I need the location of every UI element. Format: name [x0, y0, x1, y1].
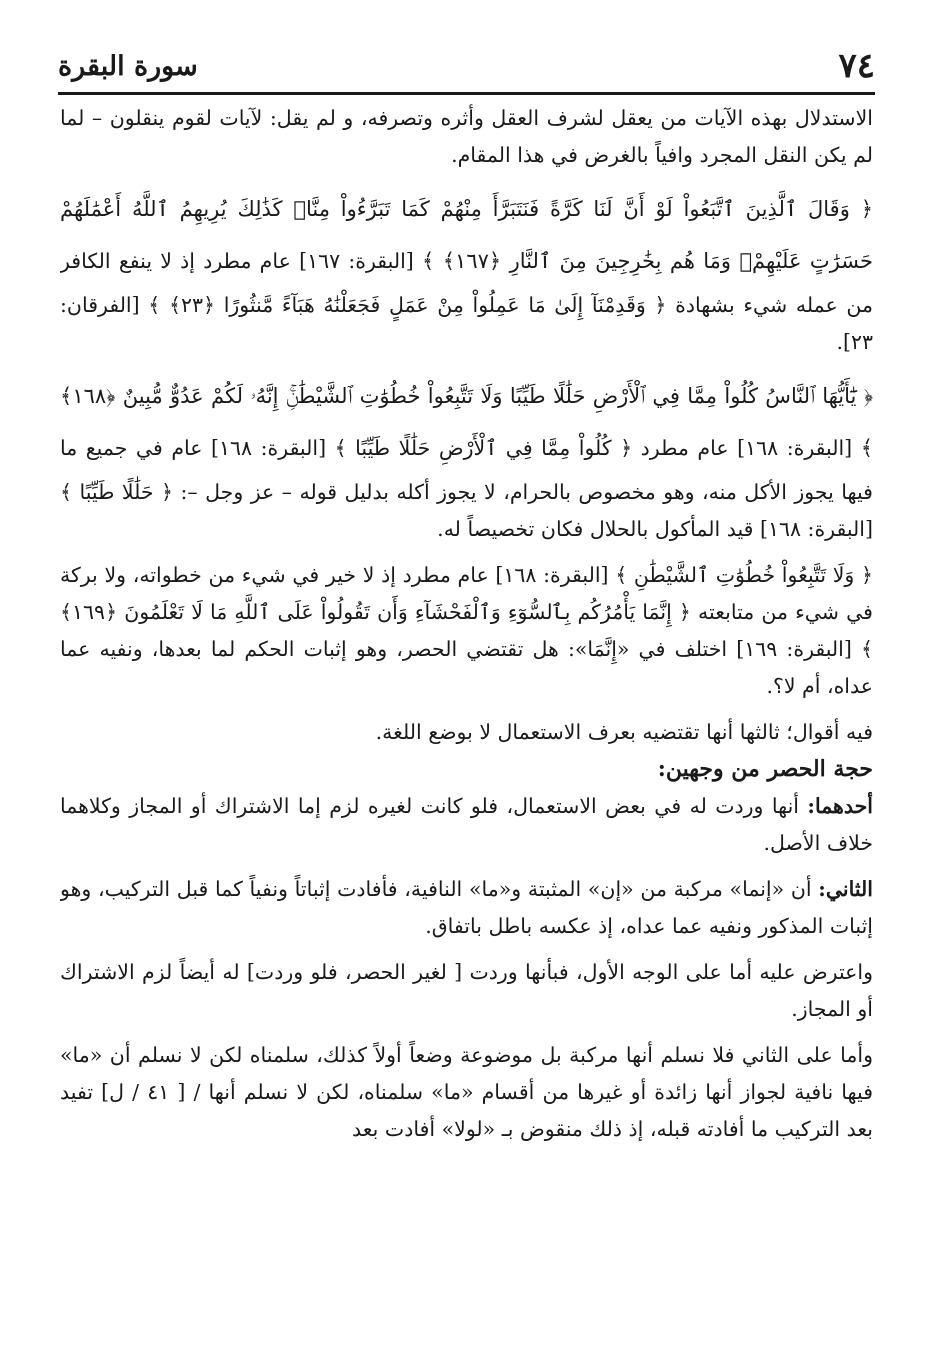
- paragraph-1: [60, 100, 873, 174]
- section-heading: حجة الحصر من وجهين:: [657, 756, 873, 782]
- paragraph-2: [60, 183, 873, 361]
- paragraph-4: [60, 557, 873, 705]
- paragraph-text: أنها وردت له في بعض الاستعمال، فلو كانت لغيره لزم إما الاشتراك أو المجاز وكلاهما خلاف الأصل.: [60, 794, 873, 855]
- paragraph-text: الاستدلال بهذه الآيات من يعقل لشرف العقل وأثره وتصرفه، و لم يقل: لآيات لقوم ينقلون – لما لم يكن النقل المجرد وافياً بالغرض في هذا المقام.: [60, 106, 873, 167]
- paragraph-5: [60, 714, 873, 751]
- paragraph-text: وأما على الثاني فلا نسلم أنها مركبة بل موضوعة وضعاً أولاً كذلك، سلمناه لكن لا نسلم أن «ما» فيها نافية لجواز أنها زائدة أو غيرها من أقسام «ما» سلمناه، لكن لا نسلم أنها / [ ٤١ / ل] تفيد بعد التركيب ما أفادته قبله، إذ ذلك منقوض بـ «لولا» أفادت بعد: [60, 1043, 873, 1141]
- paragraph-text: واعترض عليه أما على الوجه الأول، فبأنها وردت [ لغير الحصر، فلو وردت] له أيضاً لزم الاشتراك أو المجاز.: [60, 960, 873, 1021]
- page-body: [60, 100, 873, 1330]
- paragraph-3: [60, 370, 873, 548]
- paragraph-8: [60, 954, 873, 1028]
- paragraph-text: ﴿ وَلَا تَتَّبِعُواْ خُطُوَٰتِ ٱلشَّيْطَٰنِ ﴾ [البقرة: ١٦٨] عام مطرد إذ لا خير في شيء من خطواته، ولا بركة في شيء من متابعته ﴿ إِنَّمَا يَأْمُرُكُم بِٱلسُّوٓءِ وَٱلْفَحْشَآءِ وَأَن تَقُولُواْ عَلَى ٱللَّهِ مَا لَا تَعْلَمُونَ ﴿١٦٩﴾ ﴾ [البقرة: ١٦٩] اختلف في «إِنَّمَا»: هل تقتضي الحصر، وهو إثبات الحكم لما بعدها، ونفيه عما عداه، أم لا؟.: [60, 563, 873, 698]
- paragraph-label: الثاني:: [818, 877, 873, 901]
- paragraph-6: [60, 788, 873, 862]
- paragraph-label: أحدهما:: [807, 794, 873, 818]
- paragraph-7: [60, 871, 873, 945]
- quran-verse: ﴿ وَقَالَ ٱلَّذِينَ ٱتَّبَعُواْ لَوْ أَنَّ لَنَا كَرَّةً فَنَتَبَرَّأَ مِنْهُمْ كَمَا تَبَرَّءُواْ مِنَّاۗ كَذَٰلِكَ يُرِيهِمُ ٱللَّهُ أَعْمَٰلَهُمْ حَسَرَٰتٍ عَلَيْهِمْۖ وَمَا هُم بِخَٰرِجِينَ مِنَ ٱلنَّارِ ﴿١٦٧﴾ ﴾: [60, 197, 873, 273]
- paragraph-text: [البقرة: ١٦٨] عام مطرد ﴿ كُلُواْ مِمَّا فِي ٱلْأَرْضِ حَلَٰلًا طَيِّبًا ﴾ [البقرة: ١٦٨] عام في جميع ما فيها يجوز الأكل منه، وهو مخصوص بالحرام، لا يجوز أكله بدليل قوله – عز وجل –: ﴿ حَلَٰلًا طَيِّبًا ﴾ [البقرة: ١٦٨] قيد المأكول بالحلال فكان تخصيصاً له.: [60, 436, 873, 541]
- page-number: ٧٤: [838, 46, 875, 86]
- surah-title: سورة البقرة: [58, 50, 198, 82]
- paragraph-9: [60, 1037, 873, 1148]
- paragraph-text: [البقرة: ١٦٧] عام مطرد إذ لا ينفع الكافر من عمله شيء بشهادة ﴿ وَقَدِمْنَآ إِلَىٰ مَا عَمِلُواْ مِنْ عَمَلٍ فَجَعَلْنَٰهُ هَبَآءً مَّنثُورًا ﴿٢٣﴾ ﴾ [الفرقان: ٢٣].: [60, 249, 873, 354]
- quran-verse: ﴿ يَٰٓأَيُّهَا ٱلنَّاسُ كُلُواْ مِمَّا فِي ٱلْأَرْضِ حَلَٰلًا طَيِّبًا وَلَا تَتَّبِعُواْ خُطُوَٰتِ ٱلشَّيْطَٰنِۚ إِنَّهُۥ لَكُمْ عَدُوٌّ مُّبِينٌ ﴿١٦٨﴾ ﴾: [60, 384, 873, 460]
- page-header: [58, 40, 875, 95]
- paragraph-text: فيه أقوال؛ ثالثها أنها تقتضيه بعرف الاستعمال لا بوضع اللغة.: [375, 720, 873, 744]
- paragraph-text: أن «إنما» مركبة من «إن» المثبتة و«ما» النافية، فأفادت إثباتاً ونفياً كما قبل التركيب، وهو إثبات المذكور ونفيه عما عداه، إذ عكسه باطل باتفاق.: [60, 877, 873, 938]
